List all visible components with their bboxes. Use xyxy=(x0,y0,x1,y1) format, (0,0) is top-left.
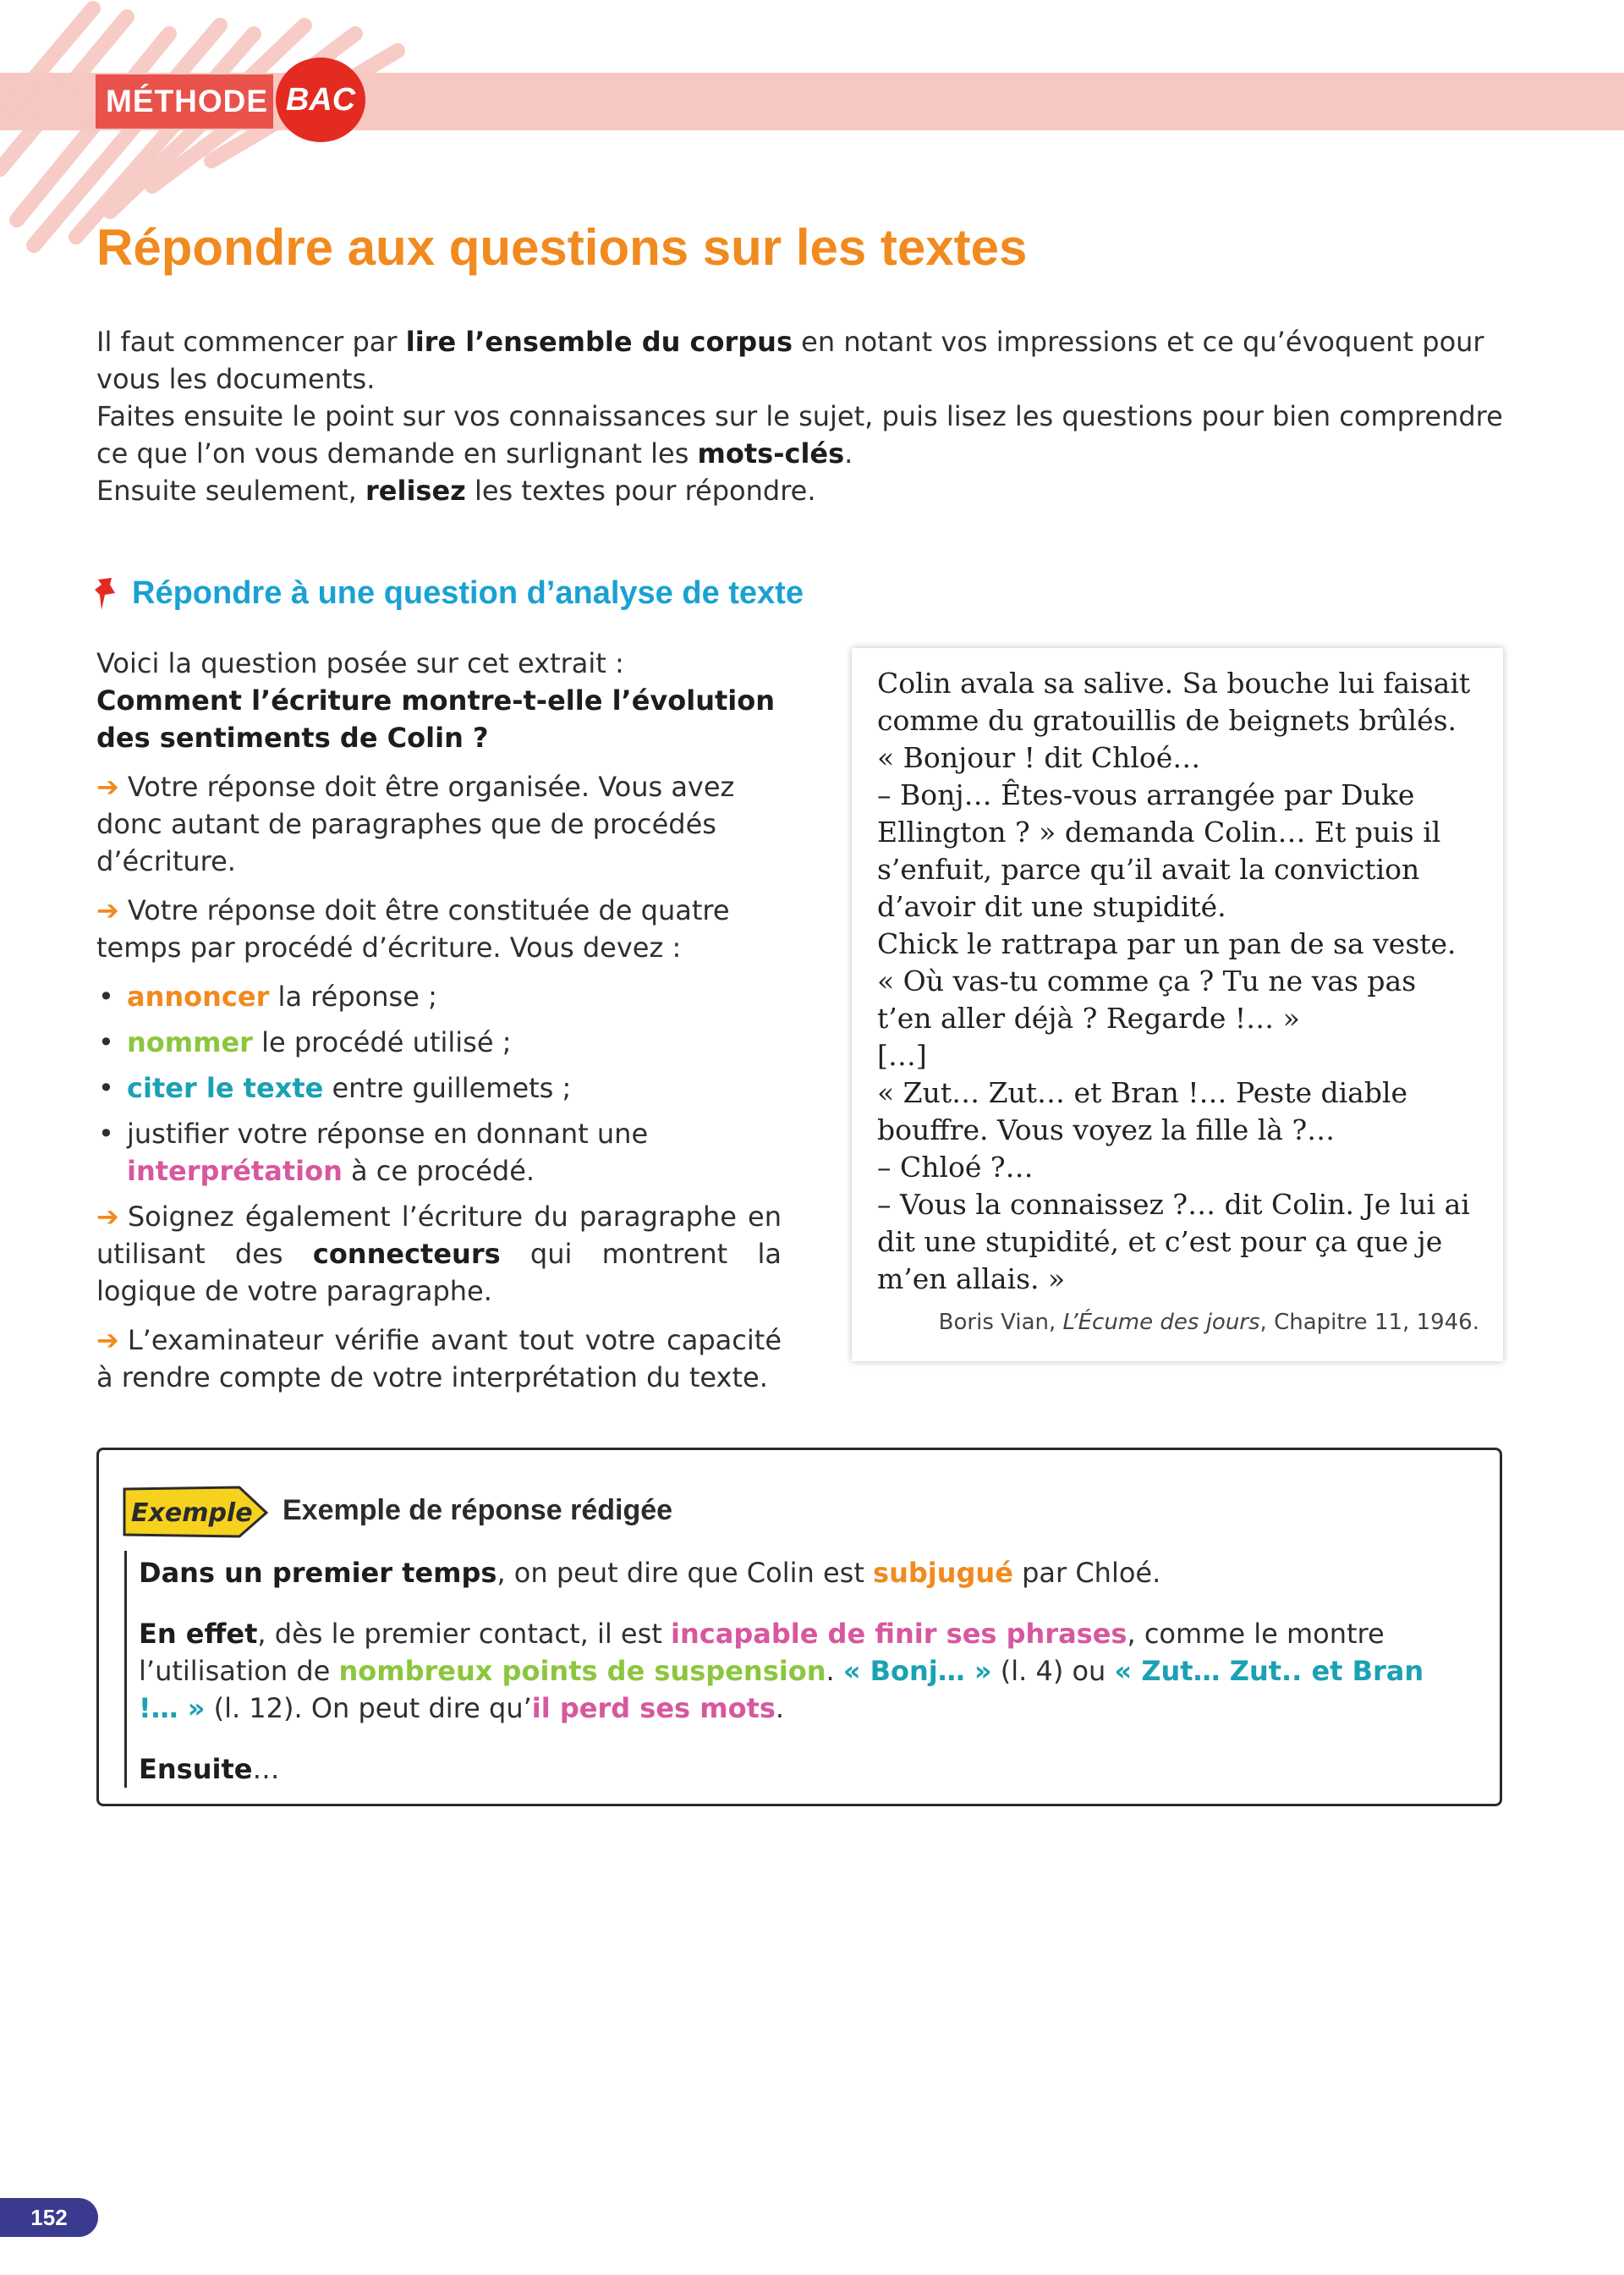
page-title: Répondre aux questions sur les textes xyxy=(96,219,1028,276)
methode-label: MÉTHODE xyxy=(96,74,273,129)
tip-2: ➔ Votre réponse doit être constituée de quatre temps par procédé d’écriture. Vous devez : xyxy=(96,894,730,964)
arrow-right-icon: ➔ xyxy=(96,771,119,803)
extract-line: – Chloé ?… xyxy=(877,1151,1034,1184)
list-item: • annoncer la réponse ; xyxy=(96,978,782,1015)
page-number: 152 xyxy=(0,2198,98,2237)
extract-source: Boris Vian, L’Écume des jours, Chapitre 11, 1946. xyxy=(938,1310,1479,1335)
tip-1: ➔ Votre réponse doit être organisée. Vous avez donc autant de paragraphes que de procédés d’écriture. xyxy=(96,771,735,877)
tip-4: ➔ L’examinateur vérifie avant tout votre capacité à rendre compte de votre interprétation du texte. xyxy=(96,1324,782,1393)
extract-line: – Vous la connaissez ?… dit Colin. Je lui ai dit une stupidité, et c’est pour ça que je m’en allais. » xyxy=(877,1188,1470,1295)
extract-line: « Où vas-tu comme ça ? Tu ne vas pas t’en aller déjà ? Regarde !… » xyxy=(877,964,1417,1035)
section-heading-text: Répondre à une question d’analyse de texte xyxy=(132,575,804,611)
steps-list xyxy=(96,978,782,1190)
list-item: • justifier votre réponse en donnant une interprétation à ce procédé. xyxy=(96,1115,782,1190)
intro-paragraph-1: Il faut commencer par lire l’ensemble du corpus en notant vos impressions et ce qu’évoquent pour vous les documents. xyxy=(96,326,1484,395)
method-instructions xyxy=(96,645,782,1408)
extract-line: Chick le rattrapa par un pan de sa veste. xyxy=(877,927,1457,960)
pushpin-icon xyxy=(93,576,122,613)
bac-badge: BAC xyxy=(276,58,365,142)
arrow-right-icon: ➔ xyxy=(96,1201,119,1233)
question-text: Comment l’écriture montre-t-elle l’évolution des sentiments de Colin ? xyxy=(96,684,776,754)
example-paragraph-2: En effet, dès le premier contact, il est incapable de finir ses phrases, comme le montre l’utilisation de nombreux points de suspension. « Bonj… » (l. 4) ou « Zut… Zut.. et Bran !… » (l. 12). On peut dire qu’il perd ses mots. xyxy=(139,1618,1424,1724)
extract-line: « Zut… Zut… et Bran !… Peste diable bouffre. Vous voyez la fille là ?… xyxy=(877,1076,1408,1146)
list-item: • citer le texte entre guillemets ; xyxy=(96,1069,782,1107)
example-title: Exemple de réponse rédigée xyxy=(283,1494,673,1526)
exemple-tag-icon xyxy=(121,1482,269,1541)
extract-line: – Bonj… Êtes-vous arrangée par Duke Ellington ? » demanda Colin… Et puis il s’enfuit, parce qu’il avait la conviction d’avoir dit une stupidité. xyxy=(877,778,1441,923)
extract-line: « Bonjour ! dit Chloé… xyxy=(877,741,1201,774)
example-divider xyxy=(124,1551,127,1788)
question-intro: Voici la question posée sur cet extrait : xyxy=(96,647,624,679)
example-paragraph-1: Dans un premier temps, on peut dire que Colin est subjugué par Chloé. xyxy=(139,1557,1161,1589)
arrow-right-icon: ➔ xyxy=(96,894,119,926)
extract-text xyxy=(877,665,1479,1298)
example-paragraph-3: Ensuite… xyxy=(139,1753,280,1785)
list-item: • nommer le procédé utilisé ; xyxy=(96,1024,782,1061)
arrow-right-icon: ➔ xyxy=(96,1324,119,1356)
example-answer xyxy=(139,1554,1458,1811)
section-heading xyxy=(93,575,804,613)
tip-3: ➔ Soignez également l’écriture du paragraphe en utilisant des connecteurs qui montrent la logique de votre paragraphe. xyxy=(96,1201,782,1307)
intro-paragraph-3: Ensuite seulement, relisez les textes pour répondre. xyxy=(96,475,816,507)
intro-text xyxy=(96,323,1506,509)
question-block xyxy=(96,645,782,756)
exemple-label: Exemple xyxy=(131,1498,253,1528)
intro-paragraph-2: Faites ensuite le point sur vos connaissances sur le sujet, puis lisez les questions pour bien comprendre ce que l’on vous demande en surlignant les mots-clés. xyxy=(96,400,1503,470)
extract-line: Colin avala sa salive. Sa bouche lui faisait comme du gratouillis de beignets brûlés. xyxy=(877,667,1471,737)
extract-line: […] xyxy=(877,1039,927,1072)
